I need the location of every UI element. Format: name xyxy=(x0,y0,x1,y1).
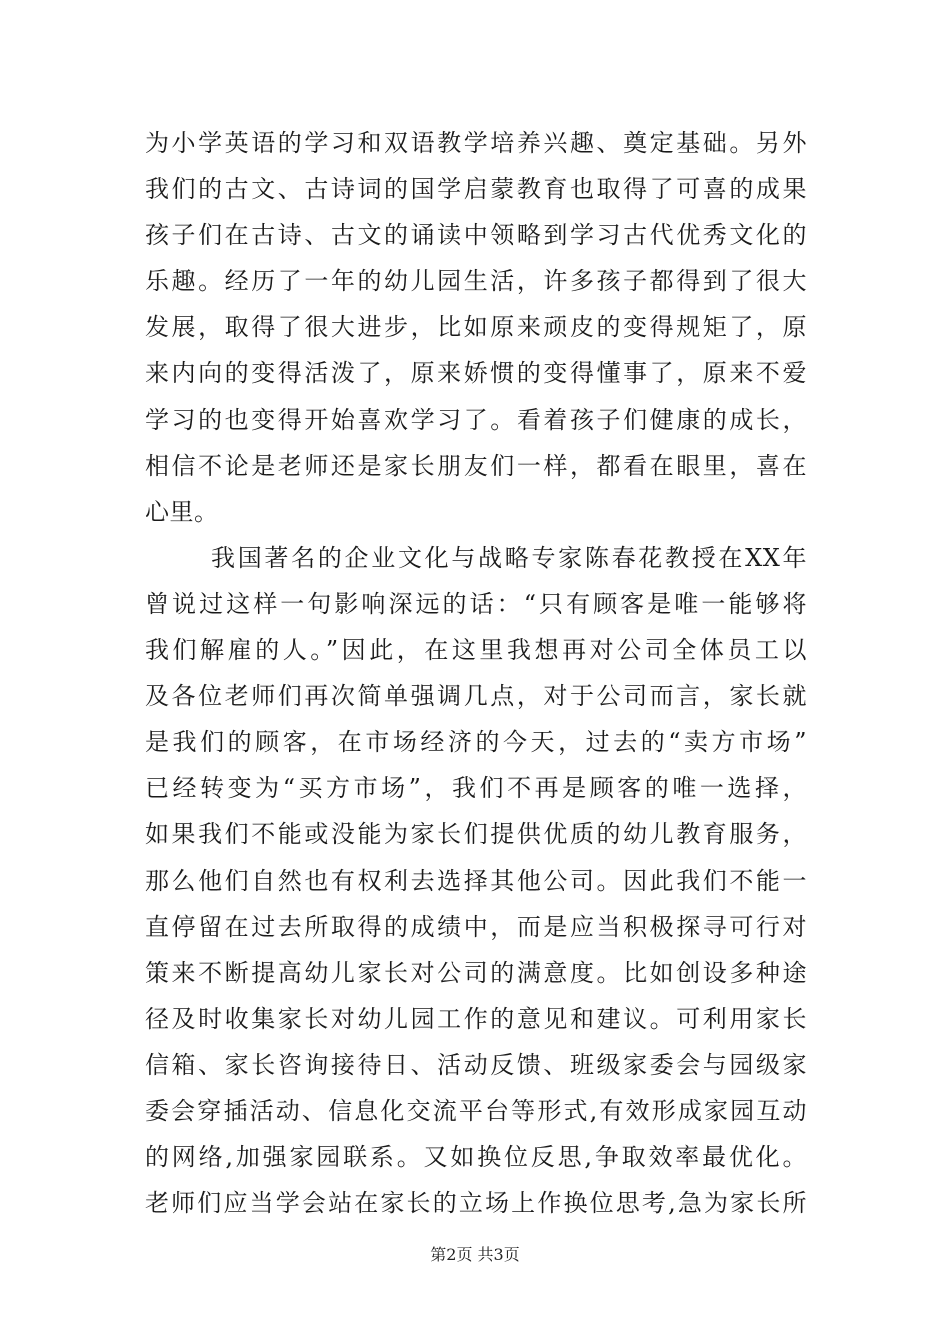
text-line: 我国著名的企业文化与战略专家陈春花教授在XX年 xyxy=(211,543,807,572)
text-line: 发展，取得了很大进步，比如原来顽皮的变得规矩了，原 xyxy=(145,313,807,342)
text-line: 孩子们在古诗、古文的诵读中领略到学习古代优秀文化的 xyxy=(145,221,807,250)
text-line: 乐趣。经历了一年的幼儿园生活，许多孩子都得到了很大 xyxy=(145,267,807,296)
page-number-label: 第2页 共3页 xyxy=(430,1245,520,1264)
text-line: 为小学英语的学习和双语教学培养兴趣、奠定基础。另外 xyxy=(145,129,807,157)
text-line: 曾说过这样一句影响深远的话：“只有顾客是唯一能够将 xyxy=(145,589,807,618)
text-line: 我们解雇的人。”因此，在这里我想再对公司全体员工以 xyxy=(145,636,807,665)
text-line: 策来不断提高幼儿家长对公司的满意度。比如创设多种途 xyxy=(145,958,807,987)
text-line: 的网络,加强家园联系。又如换位反思,争取效率最优化。 xyxy=(145,1143,807,1172)
document-body xyxy=(145,120,807,1226)
text-line: 学习的也变得开始喜欢学习了。看着孩子们健康的成长， xyxy=(145,405,807,434)
page-footer xyxy=(0,1243,950,1267)
text-line: 那么他们自然也有权利去选择其他公司。因此我们不能一 xyxy=(145,866,807,895)
text-line: 心里。 xyxy=(145,497,219,526)
text-line: 相信不论是老师还是家长朋友们一样，都看在眼里，喜在 xyxy=(145,451,807,480)
paragraph-1 xyxy=(145,120,807,535)
text-line: 我们的古文、古诗词的国学启蒙教育也取得了可喜的成果 xyxy=(145,175,807,204)
text-line: 是我们的顾客，在市场经济的今天，过去的“卖方市场” xyxy=(145,728,807,757)
paragraph-2 xyxy=(145,535,807,1226)
text-line: 及各位老师们再次简单强调几点，对于公司而言，家长就 xyxy=(145,682,807,711)
text-line: 委会穿插活动、信息化交流平台等形式,有效形成家园互动 xyxy=(145,1096,807,1125)
text-line: 如果我们不能或没能为家长们提供优质的幼儿教育服务， xyxy=(145,820,807,849)
text-line: 直停留在过去所取得的成绩中，而是应当积极探寻可行对 xyxy=(145,912,807,941)
text-line: 信箱、家长咨询接待日、活动反馈、班级家委会与园级家 xyxy=(145,1050,807,1079)
text-line: 来内向的变得活泼了，原来娇惯的变得懂事了，原来不爱 xyxy=(145,359,807,388)
text-line: 老师们应当学会站在家长的立场上作换位思考,急为家长所 xyxy=(145,1189,807,1218)
text-line: 已经转变为“买方市场”，我们不再是顾客的唯一选择， xyxy=(145,774,807,803)
text-line: 径及时收集家长对幼儿园工作的意见和建议。可利用家长 xyxy=(145,1004,807,1033)
